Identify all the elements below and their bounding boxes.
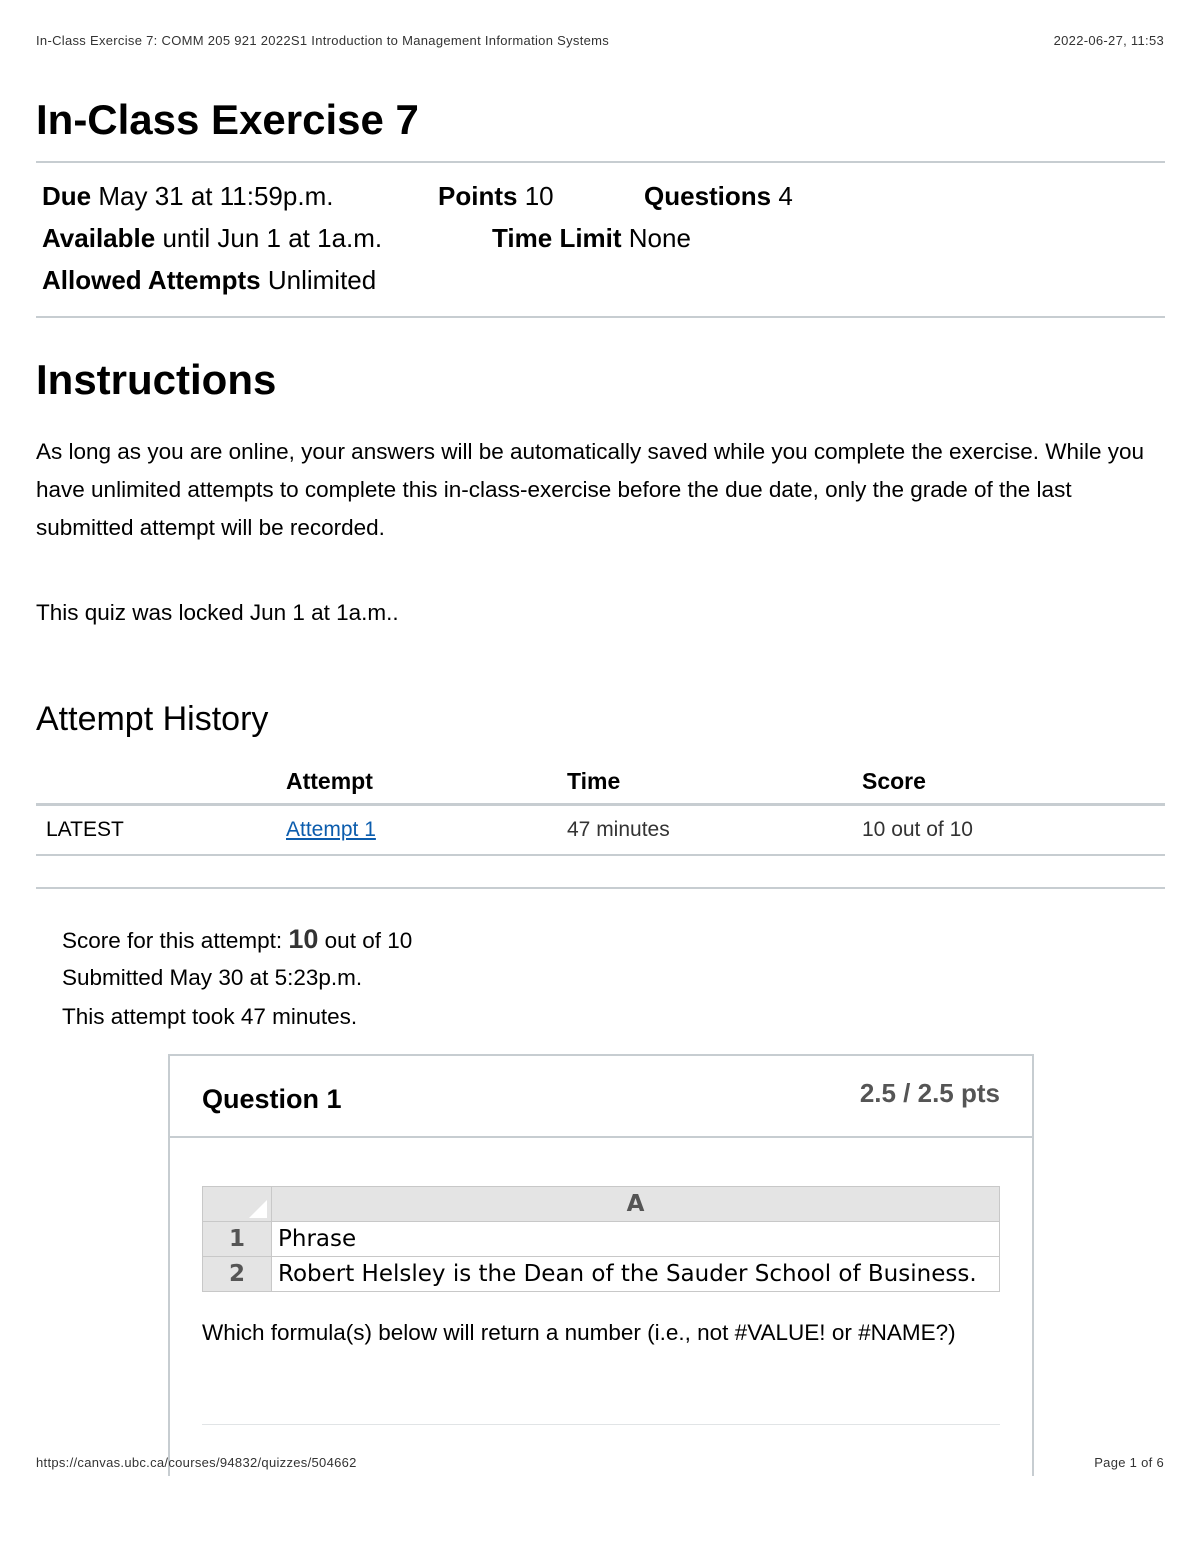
select-all-triangle-icon bbox=[249, 1200, 267, 1218]
due-detail bbox=[42, 181, 333, 212]
attempt-score: 10 out of 10 bbox=[862, 818, 973, 841]
available-value: until Jun 1 at 1a.m. bbox=[162, 223, 383, 253]
section-divider bbox=[36, 887, 1165, 889]
score-prefix: Score for this attempt: bbox=[62, 928, 283, 953]
sheet-corner bbox=[203, 1187, 272, 1222]
questions-detail bbox=[644, 181, 793, 212]
points-detail bbox=[438, 181, 554, 212]
time-limit-label: Time Limit bbox=[492, 223, 622, 253]
sheet-row-number: 2 bbox=[203, 1257, 272, 1292]
points-label: Points bbox=[438, 181, 518, 211]
time-limit-value: None bbox=[628, 223, 691, 253]
score-value: 10 bbox=[288, 924, 319, 954]
allowed-attempts-detail bbox=[42, 265, 376, 296]
points-value: 10 bbox=[524, 181, 554, 211]
attempt-time: 47 minutes bbox=[567, 818, 670, 841]
col-header-time: Time bbox=[567, 768, 621, 794]
sheet-cell: Robert Helsley is the Dean of the Sauder School of Business. bbox=[272, 1257, 1000, 1292]
title-divider bbox=[36, 161, 1165, 163]
attempt-1-link[interactable]: Attempt 1 bbox=[286, 818, 376, 841]
col-header-attempt: Attempt bbox=[286, 768, 373, 794]
print-footer-page: Page 1 of 6 bbox=[1094, 1455, 1164, 1470]
print-footer-url: https://canvas.ubc.ca/courses/94832/quizzes/504662 bbox=[36, 1455, 357, 1470]
score-summary bbox=[62, 924, 412, 955]
available-label: Available bbox=[42, 223, 156, 253]
sheet-cell: Phrase bbox=[272, 1222, 1000, 1257]
col-header-score: Score bbox=[862, 768, 926, 794]
question-1-card bbox=[168, 1054, 1034, 1476]
question-1-prompt: Which formula(s) below will return a number (i.e., not #VALUE! or #NAME?) bbox=[202, 1320, 956, 1345]
score-suffix: out of 10 bbox=[324, 928, 413, 953]
question-1-title: Question 1 bbox=[202, 1084, 342, 1114]
question-1-header bbox=[170, 1056, 1032, 1138]
table-row-divider bbox=[36, 854, 1165, 856]
due-value: May 31 at 11:59p.m. bbox=[98, 181, 334, 211]
print-header-date: 2022-06-27, 11:53 bbox=[1053, 33, 1164, 48]
page-title: In-Class Exercise 7 bbox=[36, 96, 419, 143]
instructions-text: As long as you are online, your answers will be automatically saved while you complete the exercise. While you have unlimited attempts to complete this in-class-exercise before the due date, only the grade of the last submitted attempt will be recorded. bbox=[36, 439, 1145, 540]
allowed-attempts-label: Allowed Attempts bbox=[42, 265, 261, 295]
details-divider bbox=[36, 316, 1165, 318]
spreadsheet-image bbox=[202, 1186, 1000, 1292]
duration-info: This attempt took 47 minutes. bbox=[62, 1004, 358, 1029]
questions-value: 4 bbox=[778, 181, 793, 211]
available-detail bbox=[42, 223, 382, 254]
question-1-answer-divider bbox=[202, 1424, 1000, 1425]
allowed-attempts-value: Unlimited bbox=[267, 265, 377, 295]
questions-label: Questions bbox=[644, 181, 772, 211]
attempt-history-heading: Attempt History bbox=[36, 700, 269, 738]
question-1-points: 2.5 / 2.5 pts bbox=[859, 1078, 1000, 1108]
print-header-title: In-Class Exercise 7: COMM 205 921 2022S1 Introduction to Management Information Systems bbox=[36, 33, 610, 48]
time-limit-detail bbox=[492, 223, 691, 254]
table-header-divider bbox=[36, 803, 1165, 806]
sheet-row-number: 1 bbox=[203, 1222, 272, 1257]
instructions-heading: Instructions bbox=[36, 356, 277, 403]
sheet-column-header: A bbox=[272, 1187, 1000, 1222]
locked-notice: This quiz was locked Jun 1 at 1a.m.. bbox=[36, 600, 399, 625]
due-label: Due bbox=[42, 181, 92, 211]
submitted-info: Submitted May 30 at 5:23p.m. bbox=[62, 965, 363, 990]
row-label-latest: LATEST bbox=[46, 818, 124, 841]
